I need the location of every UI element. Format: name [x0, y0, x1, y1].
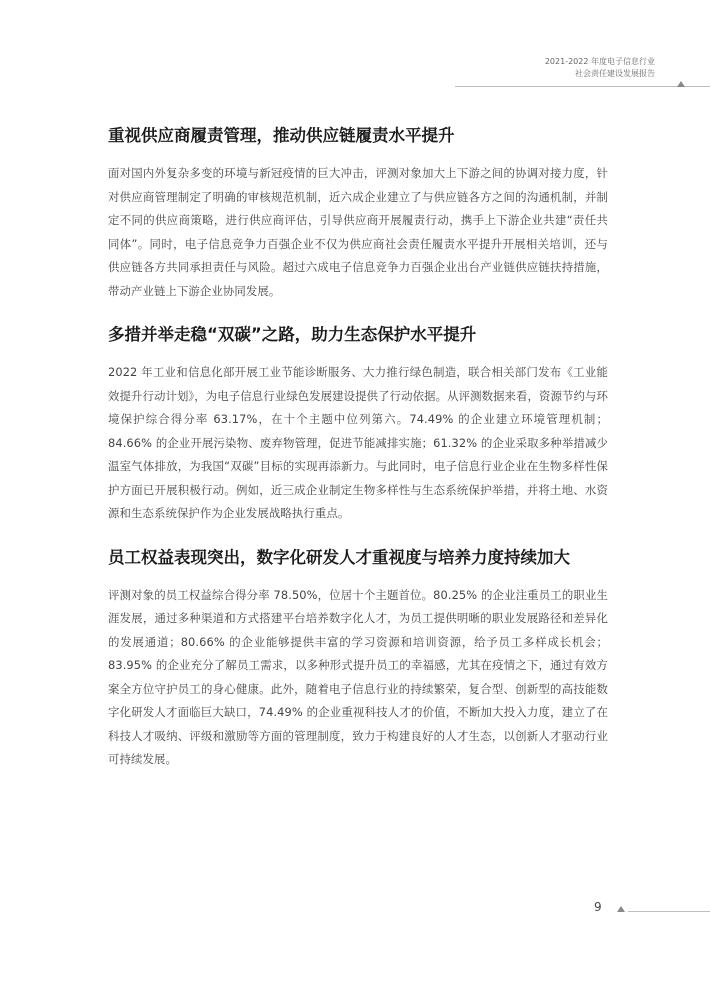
section-title: 重视供应商履责管理，推动供应链履责水平提升 [108, 126, 455, 145]
section-supplier [108, 124, 608, 303]
section-paragraph: 2022 年工业和信息化部开展工业节能诊断服务、大力推行绿色制造，联合相关部门发布《工业能效提升行动计划》，为电子信息行业绿色发展建设提供了行动依据。从评测数据来看，资源节约与环境保护综合得分率 63.17%，在十个主题中位列第六。74.49% 的企业建立环境管理机制；84.66% 的企业开展污染物、废弃物管理，促进节能减排实施；61.32% 的企业采取多种举措减少温室气体排放，为我国“双碳”目标的实现再添新力。与此同时，电子信息行业企业在生物多样性保护方面已开展积极行动。例如，近三成企业制定生物多样性与生态系统保护举措，并将土地、水资源和生态系统保护作为企业发展战略执行重点。 [108, 365, 608, 520]
header-divider [455, 86, 710, 87]
section-employee [108, 546, 608, 772]
triangle-marker-icon [617, 906, 625, 912]
main-content [108, 124, 608, 792]
triangle-marker-icon [677, 81, 685, 87]
footer-divider [628, 911, 710, 912]
report-header-line1: 2021-2022 年度电子信息行业 [544, 57, 655, 66]
section-paragraph: 评测对象的员工权益综合得分率 78.50%，位居十个主题首位。80.25% 的企业注重员工的职业生涯发展，通过多种渠道和方式搭建平台培养数字化人才，为员工提供明晰的职业发展路径和差异化的发展通道；80.66% 的企业能够提供丰富的学习资源和培训资源，给予员工多样成长机会；83.95% 的企业充分了解员工需求，以多种形式提升员工的幸福感，尤其在疫情之下，通过有效方案全方位守护员工的身心健康。此外，随着电子信息行业的持续繁荣，复合型、创新型的高技能数字化研发人才面临巨大缺口，74.49% 的企业重视科技人才的价值，不断加大投入力度，建立了在科技人才吸纳、评级和激励等方面的管理制度，致力于构建良好的人才生态，以创新人才驱动行业可持续发展。 [108, 587, 608, 766]
section-title: 多措并举走稳“双碳”之路，助力生态保护水平提升 [108, 325, 477, 344]
section-carbon [108, 323, 608, 526]
report-header [545, 56, 655, 80]
section-title: 员工权益表现突出，数字化研发人才重视度与培养力度持续加大 [108, 547, 570, 567]
section-paragraph: 面对国内外复杂多变的环境与新冠疫情的巨大冲击，评测对象加大上下游之间的协调对接力度，针对供应商管理制定了明确的审核规范机制，近六成企业建立了与供应链各方之间的沟通机制，并制定不同的供应商策略，进行供应商评估，引导供应商开展履责行动，携手上下游企业共建“责任共同体”。同时，电子信息竞争力百强企业不仅为供应商社会责任履责水平提升开展相关培训，还与供应链各方共同承担责任与风险。超过六成电子信息竞争力百强企业出台产业链供应链扶持措施，带动产业链上下游企业协同发展。 [108, 166, 608, 298]
report-header-line2: 社会责任建设发展报告 [575, 69, 655, 78]
page-number: 9 [594, 900, 602, 914]
